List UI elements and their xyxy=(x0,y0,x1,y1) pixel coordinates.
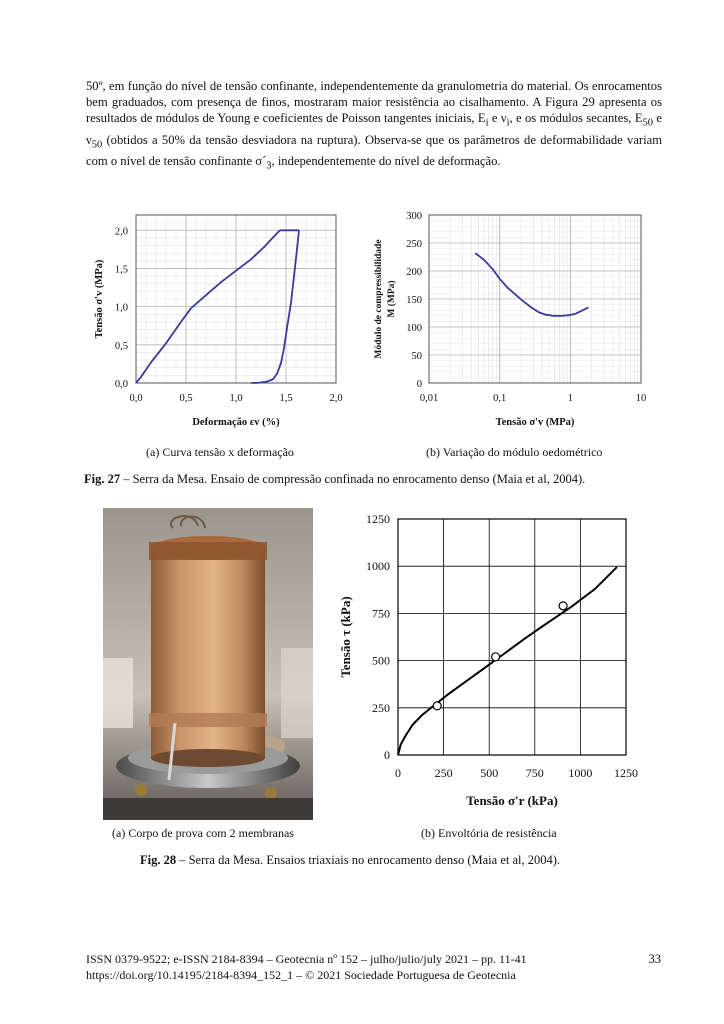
x-tick-label: 10 xyxy=(635,393,647,404)
y-axis-label: Tensão τ (kPa) xyxy=(338,596,353,678)
text-line: independentemente do nível de deformação. xyxy=(277,154,501,169)
y-tick-label: 500 xyxy=(372,653,390,668)
specimen-photo-drawing xyxy=(103,508,313,820)
specimen-photo xyxy=(103,508,313,820)
page-number: 33 xyxy=(648,952,661,966)
y-tick-label: 2,0 xyxy=(114,226,128,238)
y-tick-label: 50 xyxy=(411,351,422,362)
fig27-label: Fig. 27 xyxy=(84,472,121,486)
text-line: A Figura 29 apresenta os resultados de módulos de Young e coeficientes de Poisson tangentes xyxy=(86,95,662,125)
x-tick-label: 0,0 xyxy=(129,393,143,404)
x-tick-label: 500 xyxy=(480,766,499,780)
data-point-marker xyxy=(559,602,567,610)
x-axis-label: Tensão σ'v (MPa) xyxy=(495,417,575,428)
fig28-subcaption-b: (b) Envoltória de resistência xyxy=(421,826,557,840)
x-tick-label: 0,5 xyxy=(179,393,193,404)
series-line xyxy=(475,253,588,316)
footer-issn: ISSN 0379-9522; e-ISSN 2184-8394 – Geotecnia nº 152 – julho/julio/july 2021 – pp. 11-41 xyxy=(86,952,527,966)
y-tick-label: 1,5 xyxy=(114,264,128,276)
y-tick-label: 0,5 xyxy=(114,340,128,352)
footer-doi: https://doi.org/10.14195/2184-8394_152_1 – © 2021 Sociedade Portuguesa de Geotecnia xyxy=(86,968,516,982)
x-tick-label: 0,1 xyxy=(493,393,507,404)
y-axis-label-line2: M (MPa) xyxy=(387,280,397,318)
fig28-subcaption-a: (a) Corpo de prova com 2 membranas xyxy=(112,826,294,840)
y-tick-label: 200 xyxy=(406,267,422,278)
text-line: enrocamentos bem graduados, com presença de finos, mostraram maior resistência ao cisalhamento. xyxy=(86,79,662,109)
oedometric-modulus-chart xyxy=(365,205,665,440)
x-tick-label: 2,0 xyxy=(329,393,343,404)
body-paragraph xyxy=(86,78,662,175)
x-axis-label: Tensão σ'r (kPa) xyxy=(466,793,558,808)
x-tick-label: 250 xyxy=(434,766,453,780)
x-tick-label: 1,5 xyxy=(279,393,293,404)
fig27-subcaption-a: (a) Curva tensão x deformação xyxy=(146,445,294,459)
x-axis-label: Deformação εv (%) xyxy=(192,417,280,428)
y-tick-label: 250 xyxy=(372,700,390,715)
y-tick-label: 750 xyxy=(372,606,390,621)
y-tick-label: 1000 xyxy=(366,559,390,574)
fig27-caption: Fig. 27 – Serra da Mesa. Ensaio de compressão confinada no enrocamento denso (Maia et al, 2004). xyxy=(84,472,586,486)
y-axis-label: Tensão σ'v (MPa) xyxy=(94,259,105,339)
y-tick-label: 150 xyxy=(406,295,422,306)
y-axis-label-line1: Módulo de compressibilidade xyxy=(374,239,384,359)
fig28-label: Fig. 28 xyxy=(140,853,177,867)
x-tick-label: 1000 xyxy=(568,766,593,780)
y-tick-label: 0,0 xyxy=(114,379,128,390)
y-tick-label: 100 xyxy=(406,323,422,334)
x-tick-label: 1 xyxy=(567,393,573,404)
envelope-line xyxy=(398,567,617,755)
y-tick-label: 1250 xyxy=(366,512,390,526)
fig28-caption: Fig. 28 – Serra da Mesa. Ensaios triaxiais no enrocamento denso (Maia et al, 2004). xyxy=(140,853,561,867)
data-point-marker xyxy=(492,653,500,661)
y-tick-label: 0 xyxy=(384,748,390,762)
y-tick-label: 250 xyxy=(406,239,422,250)
text-line: iniciais, $E_i$ e $\nu_i$, e os módulos secantes, $E_{50}$ e $\nu_{50}$ (obtidos a 50% da tensão desviadora na ruptura). xyxy=(86,111,662,151)
x-tick-label: 0 xyxy=(395,766,401,780)
x-tick-label: 750 xyxy=(525,766,544,780)
x-tick-label: 1,0 xyxy=(229,393,243,404)
x-tick-label: 0,01 xyxy=(419,393,439,404)
text-line: Observa-se que os parâmetros de deformabilidade variam com o nível de tensão confinante $\sigma´_3$, xyxy=(86,132,662,172)
text-line: 50º, em função do nível de tensão confinante, independentemente da granulometria do material. Os xyxy=(86,79,589,93)
strength-envelope-chart xyxy=(330,505,660,817)
plot-frame xyxy=(398,519,626,755)
x-tick-label: 1250 xyxy=(614,766,638,780)
fig27-subcaption-b: (b) Variação do módulo oedométrico xyxy=(426,445,603,459)
y-tick-label: 1,0 xyxy=(114,302,128,314)
stress-strain-chart xyxy=(80,205,370,440)
y-tick-label: 300 xyxy=(406,211,422,222)
y-tick-label: 0 xyxy=(416,379,422,390)
data-point-marker xyxy=(433,702,441,710)
